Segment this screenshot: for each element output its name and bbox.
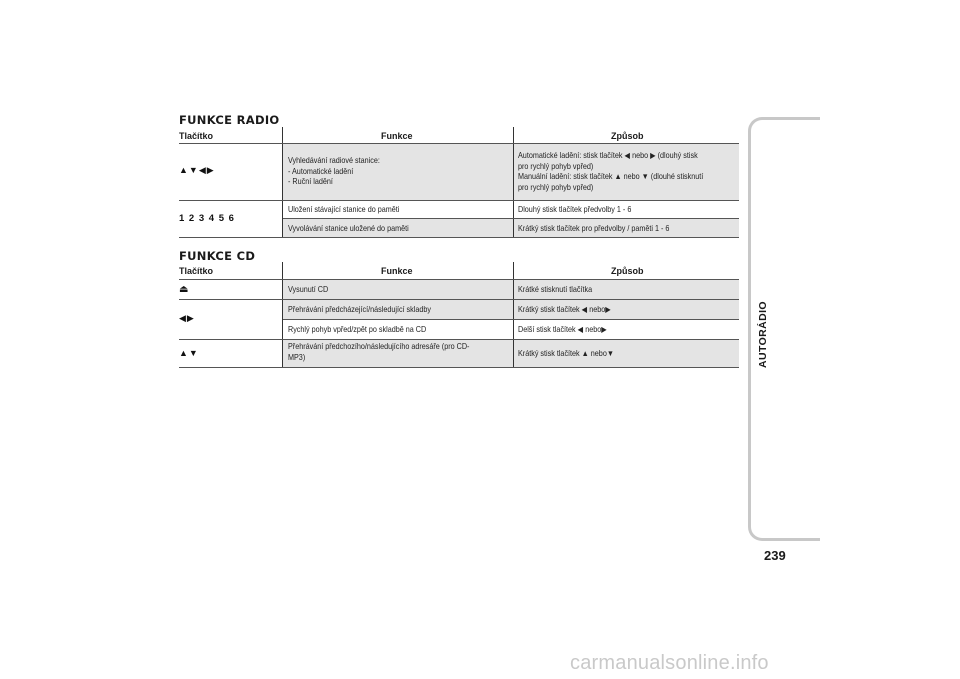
- cd-method-4: Krátký stisk tlačítek ▲ nebo▼: [518, 349, 614, 358]
- cd-header-button: Tlačítko: [179, 266, 214, 276]
- cd-row-rule: [179, 299, 739, 300]
- radio-bottom-rule: [179, 237, 739, 238]
- cd-header-function: Funkce: [381, 266, 413, 276]
- cd-col-divider-2: [513, 262, 514, 367]
- radio-header-method: Způsob: [611, 131, 644, 141]
- radio-function-1: Vyhledávání radiové stanice: - Automatické ladění - Ruční ladění: [288, 156, 380, 186]
- left-right-arrows-icon: ◀▶: [179, 313, 195, 323]
- radio-function-2: Uložení stávající stanice do paměti: [288, 205, 400, 214]
- radio-method-2: Dlouhý stisk tlačítek předvolby 1 - 6: [518, 205, 632, 214]
- cd-row-rule: [283, 319, 739, 320]
- radio-row-rule: [283, 218, 739, 219]
- footer-watermark: carmanualsonline.info: [570, 652, 769, 674]
- up-down-arrows-icon: ▲▼: [179, 348, 199, 358]
- cd-bottom-rule: [179, 367, 739, 368]
- radio-function-3: Vyvolávání stanice uložené do paměti: [288, 224, 409, 233]
- cd-row-rule: [179, 339, 739, 340]
- cd-function-3: Rychlý pohyb vpřed/zpět po skladbě na CD: [288, 325, 427, 334]
- page-number: 239: [764, 548, 786, 563]
- radio-section-title: FUNKCE RADIO: [179, 113, 280, 127]
- cd-section-title: FUNKCE CD: [179, 249, 256, 263]
- eject-icon: ⏏: [179, 284, 190, 295]
- cd-header-method: Způsob: [611, 266, 644, 276]
- preset-buttons-label: 1 2 3 4 5 6: [179, 213, 235, 224]
- cd-function-1: Vysunutí CD: [288, 285, 329, 294]
- radio-row-rule: [179, 200, 739, 201]
- radio-header-function: Funkce: [381, 131, 413, 141]
- cd-method-3: Delší stisk tlačítek ◀ nebo▶: [518, 325, 607, 334]
- cd-row-1-bg: [283, 280, 739, 299]
- radio-method-3: Krátký stisk tlačítek pro předvolby / paměti 1 - 6: [518, 224, 670, 233]
- radio-method-1: Automatické ladění: stisk tlačítek ◀ nebo ▶ (dlouhý stisk pro rychlý pohyb vpřed) Manuální ladění: stisk tlačítek ▲ nebo ▼ (dlouhé stisknutí pro rychlý pohyb vpřed): [518, 151, 704, 192]
- radio-arrows-all-icon: ▲▼◀▶: [179, 165, 215, 175]
- cd-function-4: Přehrávání předchozího/následujícího adresáře (pro CD- MP3): [288, 342, 470, 362]
- cd-function-2: Přehrávání předcházející/následující skladby: [288, 305, 431, 314]
- chapter-label: AUTORÁDIO: [757, 301, 769, 368]
- cd-col-divider-1: [282, 262, 283, 367]
- radio-header-button: Tlačítko: [179, 131, 214, 141]
- cd-method-1: Krátké stisknutí tlačítka: [518, 285, 593, 294]
- cd-method-2: Krátký stisk tlačítek ◀ nebo▶: [518, 305, 611, 314]
- cd-header-rule: [179, 279, 739, 280]
- radio-header-rule: [179, 143, 739, 144]
